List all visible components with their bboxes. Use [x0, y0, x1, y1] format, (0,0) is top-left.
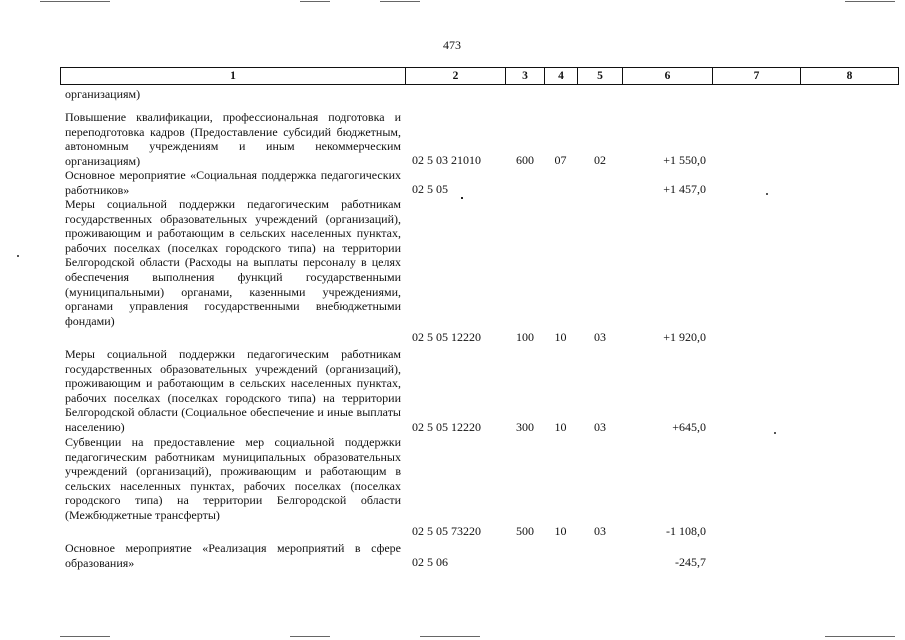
row-code: 02 5 06 — [412, 555, 448, 569]
row-amount: +645,0 — [672, 420, 706, 434]
row-description: Основное мероприятие «Реализация мероприятий в сфере образования» — [65, 541, 401, 570]
row-section: 07 — [554, 153, 567, 167]
row-subsection: 02 — [594, 153, 606, 167]
page-number: 473 — [443, 38, 461, 52]
row-code: 02 5 05 — [412, 182, 448, 196]
scan-edge-line — [290, 636, 330, 637]
column-header: 1 — [230, 70, 236, 82]
row-description: Меры социальной поддержки педагогическим работникам государственных образовательных учреждений (организаций), проживающим и работающим в сельских населенных пунктах, рабочих поселках (поселках городского типа) на территории Белгородской области (Социальное обеспечение и иные выплаты населению) — [65, 347, 401, 434]
scan-edge-line — [420, 636, 480, 637]
row-amount: -1 108,0 — [666, 524, 706, 538]
column-header: 7 — [753, 70, 760, 82]
scan-speck — [461, 197, 463, 199]
row-type: 100 — [516, 330, 534, 344]
scan-edge-line — [380, 1, 420, 2]
scan-speck — [774, 432, 776, 434]
row-subsection: 03 — [594, 330, 606, 344]
row-type: 300 — [516, 420, 534, 434]
row-section: 10 — [554, 524, 567, 538]
row-section: 10 — [554, 330, 567, 344]
row-description: Повышение квалификации, профессиональная подготовка и переподготовка кадров (Предоставление субсидий бюджетным, автономным учреждениям и иным некоммерческим организациям) — [65, 110, 401, 168]
row-amount: -245,7 — [675, 555, 706, 569]
row-code: 02 5 05 12220 — [412, 330, 481, 344]
header-divider — [898, 67, 899, 85]
row-subsection: 03 — [594, 420, 606, 434]
row-subsection: 03 — [594, 524, 606, 538]
row-code: 02 5 05 12220 — [412, 420, 481, 434]
scan-edge-line — [60, 636, 110, 637]
row-code: 02 5 05 73220 — [412, 524, 481, 538]
row-code: 02 5 03 21010 — [412, 153, 481, 167]
column-header: 8 — [846, 70, 853, 82]
carryover-text: организациям) — [65, 87, 141, 101]
header-bottom-border — [60, 84, 899, 85]
column-header: 4 — [558, 70, 564, 82]
row-amount: +1 920,0 — [663, 330, 706, 344]
row-section: 10 — [554, 420, 567, 434]
row-amount: +1 457,0 — [663, 182, 706, 196]
row-type: 500 — [516, 524, 534, 538]
scan-edge-line — [40, 1, 110, 2]
column-header: 2 — [452, 70, 459, 82]
scan-edge-line — [300, 1, 330, 2]
row-amount: +1 550,0 — [663, 153, 706, 167]
scan-speck — [17, 255, 19, 257]
scan-edge-line — [825, 636, 895, 637]
column-header: 6 — [664, 70, 671, 82]
row-description: Субвенции на предоставление мер социальной поддержки педагогическим работникам муниципальных образовательных учреждений (организаций), проживающим и работающим в сельских населенных пунктах, рабочих поселках (поселках городского типа) на территории Белгородской области (Межбюджетные трансферты) — [65, 435, 401, 522]
row-description: Основное мероприятие «Социальная поддержка педагогических работников» — [65, 168, 401, 197]
row-description: Меры социальной поддержки педагогическим работникам государственных образовательных учреждений (организаций), проживающим и работающим в сельских населенных пунктах, рабочих поселках (поселках городского типа) на территории Белгородской области (Расходы на выплаты персоналу в целях обеспечения выполнения функций государственными (муниципальными) органами, казенными учреждениями, органами управления государственными внебюджетными фондами) — [65, 197, 401, 328]
row-type: 600 — [516, 153, 534, 167]
scan-speck — [766, 193, 768, 195]
column-header: 3 — [522, 70, 528, 82]
scan-edge-line — [845, 1, 895, 2]
column-header: 5 — [597, 70, 603, 82]
